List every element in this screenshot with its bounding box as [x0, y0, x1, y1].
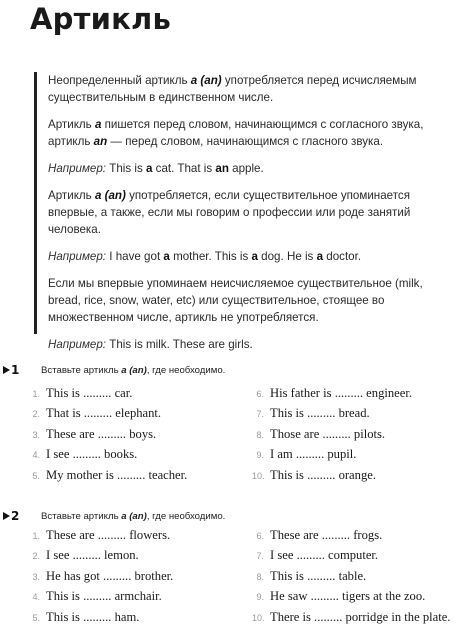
instruction-text: Вставьте артикль	[41, 510, 122, 522]
instruction-text: , где необходимо.	[146, 364, 226, 376]
rule-paragraph-1	[48, 72, 430, 106]
rule-example-1	[48, 160, 430, 177]
task-number: 1	[11, 363, 20, 377]
exercise-number: 8.	[256, 571, 264, 582]
exercise-sentence: I am ......... pupil.	[270, 447, 357, 462]
exercise-sentence: That is ......... elephant.	[46, 406, 162, 421]
exercise-number: 2.	[32, 551, 40, 562]
exercise-number: 2.	[32, 409, 40, 420]
triangle-bullet-icon	[3, 366, 10, 374]
task-instruction	[41, 511, 225, 522]
rule-paragraph-4: Если мы впервые упоминаем неисчисляемое существительное (milk, bread, rice, snow, water, etc) или существительное, стоящее во множественном числе, артикль не употребляется.	[48, 277, 423, 324]
exercise-sentence: This is ......... bread.	[270, 406, 370, 421]
exercise-item	[28, 548, 173, 568]
page-title: Артикль	[30, 2, 171, 36]
exercise-number: 9.	[256, 592, 264, 603]
exercise-number: 3.	[32, 429, 40, 440]
example-label: Например:	[48, 338, 107, 351]
exercise-item	[252, 548, 450, 568]
task-1-left-column	[28, 386, 187, 488]
exercise-item	[252, 406, 412, 426]
exercise-item	[252, 427, 412, 447]
exercise-item	[252, 468, 412, 488]
task-2-left-column	[28, 528, 173, 630]
exercise-item	[252, 528, 450, 548]
exercise-sentence: I see ......... lemon.	[46, 548, 139, 563]
exercise-sentence: This is ......... armchair.	[46, 589, 162, 604]
task-instruction	[41, 365, 225, 376]
rule-article: an	[93, 135, 108, 148]
task-1-right-column	[252, 386, 412, 488]
exercise-item	[252, 589, 450, 609]
exercise-number: 9.	[256, 450, 264, 461]
exercise-sentence: He saw ......... tigers at the zoo.	[270, 589, 426, 604]
example-article: a	[251, 250, 258, 263]
exercise-number: 1.	[32, 389, 40, 399]
exercise-item	[252, 610, 450, 630]
instruction-article: a (an)	[121, 510, 147, 522]
exercise-sentence: I see ......... books.	[46, 447, 138, 462]
example-article: a	[145, 162, 153, 175]
exercise-sentence: This is ......... car.	[46, 386, 133, 400]
instruction-text: , где необходимо.	[146, 510, 226, 522]
exercise-number: 5.	[32, 470, 40, 481]
example-article: a	[316, 250, 324, 263]
rule-article: a (an)	[94, 189, 126, 202]
exercise-sentence: There is ......... porridge in the plate.	[270, 609, 451, 624]
exercise-sentence: This is ......... ham.	[46, 609, 140, 624]
rule-paragraph-2	[48, 116, 430, 150]
rule-text: пишется перед словом, начинающимся с согласного звука, артикль	[48, 118, 424, 148]
exercise-sentence: He has got ......... brother.	[46, 568, 174, 583]
example-text: dog. He is	[257, 250, 317, 263]
exercise-item	[252, 569, 450, 589]
triangle-bullet-icon	[3, 512, 10, 520]
exercise-number: 7.	[256, 551, 264, 562]
example-text: This is	[106, 162, 146, 175]
exercise-item	[252, 447, 412, 467]
example-article: an	[215, 162, 229, 175]
rule-box	[34, 72, 430, 351]
exercise-item	[28, 569, 173, 589]
example-article: a	[163, 250, 170, 263]
exercise-item	[252, 386, 412, 406]
exercise-sentence: This is ......... table.	[270, 568, 367, 583]
example-text: mother. This is	[169, 250, 252, 263]
exercise-number: 6.	[256, 531, 264, 541]
rule-text: — перед словом, начинающимся с гласного звука.	[107, 135, 384, 148]
exercise-number: 6.	[256, 389, 264, 399]
exercise-item	[28, 406, 187, 426]
exercise-item	[28, 528, 173, 548]
rule-text: Артикль	[48, 189, 95, 202]
rule-example-3	[48, 336, 430, 353]
exercise-number: 3.	[32, 571, 40, 582]
example-text: cat. That is	[152, 162, 216, 175]
exercise-number: 10.	[252, 612, 265, 623]
rule-text: употребляется, если существительное упоминается впервые, а также, если мы говорим о профессии или роде занятий человека.	[48, 189, 411, 236]
exercise-number: 1.	[32, 531, 40, 541]
example-label: Например:	[48, 250, 107, 263]
example-label: Например:	[48, 162, 107, 175]
rule-paragraph-3	[48, 187, 430, 238]
example-text: apple.	[228, 162, 264, 175]
exercise-number: 7.	[256, 409, 264, 420]
rule-text: Артикль	[48, 118, 95, 131]
exercise-sentence: His father is ......... engineer.	[270, 386, 412, 400]
exercise-item	[28, 447, 187, 467]
rule-text: употребляется перед исчисляемым существительным в единственном числе.	[48, 74, 417, 104]
exercise-sentence: My mother is ......... teacher.	[46, 467, 188, 482]
exercise-sentence: Those are ......... pilots.	[270, 426, 386, 441]
exercise-number: 5.	[32, 612, 40, 623]
exercise-number: 10.	[252, 470, 265, 481]
exercise-sentence: These are ......... boys.	[46, 426, 157, 441]
exercise-sentence: This is ......... orange.	[270, 467, 376, 482]
task-number: 2	[11, 509, 20, 523]
task-2-right-column	[252, 528, 450, 630]
rule-article: a	[94, 118, 102, 131]
rule-example-2	[48, 248, 430, 265]
example-text: This is milk. These are girls.	[106, 338, 253, 351]
exercise-item	[28, 468, 187, 488]
exercise-item	[28, 427, 187, 447]
exercise-number: 4.	[32, 450, 40, 461]
instruction-article: a (an)	[121, 364, 147, 376]
exercise-item	[28, 386, 187, 406]
exercise-sentence: These are ......... flowers.	[46, 528, 171, 542]
exercise-number: 8.	[256, 429, 264, 440]
instruction-text: Вставьте артикль	[41, 364, 122, 376]
exercise-number: 4.	[32, 592, 40, 603]
exercise-sentence: I see ......... computer.	[270, 548, 379, 563]
rule-article: a (an)	[190, 74, 222, 87]
task-2-header	[0, 508, 225, 524]
rule-text: Неопределенный артикль	[48, 74, 191, 87]
example-text: I have got	[106, 250, 164, 263]
exercise-sentence: These are ......... frogs.	[270, 528, 383, 542]
exercise-item	[28, 610, 173, 630]
exercise-item	[28, 589, 173, 609]
task-1-header	[0, 362, 225, 378]
example-text: doctor.	[323, 250, 362, 263]
